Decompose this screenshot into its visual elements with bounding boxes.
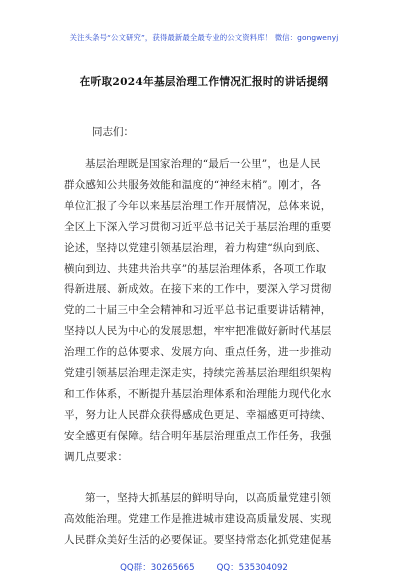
greeting: 同志们： [92, 126, 134, 138]
paragraph-line: 坚持以人民为中心的发展思想，牢牢把准做好新时代基层 [64, 325, 332, 338]
footer-contact [0, 561, 408, 573]
paragraph-line: 党的二十届三中全会精神和习近平总书记重要讲话精神， [64, 304, 332, 317]
paragraph-line: 全区上下深入学习贯彻习近平总书记关于基层治理的重要 [64, 220, 332, 233]
footer-qq: QQ：535304092 [216, 563, 288, 573]
paragraph-line: 第一，坚持大抓基层的鲜明导向，以高质量党建引领 [85, 492, 332, 504]
paragraph-line: 得新进展、新成效。在接下来的工作中，要深入学习贯彻 [64, 283, 332, 296]
paragraph-line: 人民群众美好生活的必要保证。要坚持常态化抓党建促基 [64, 533, 332, 546]
paragraph-line: 群众感知公共服务效能和温度的“神经末梢”。刚才，各 [64, 178, 322, 191]
paragraph-line: 平，努力让人民群众获得感成色更足、幸福感更可持续、 [64, 408, 332, 421]
paragraph-1 [64, 154, 350, 468]
paragraph-line: 安全感更有保障。结合明年基层治理重点工作任务，我强 [64, 429, 332, 442]
paragraph-line: 高效能治理。党建工作是推进城市建设高质量发展、实现 [64, 512, 332, 525]
paragraph-2 [64, 488, 350, 551]
header-notice: 关注头条号“公文研究”，获得最新最全最专业的公文资料库！ 微信：gongwenyj [69, 33, 339, 42]
paragraph-line: 调几点要求： [64, 450, 129, 463]
paragraph-line: 治理工作的总体要求、发展方向、重点任务，进一步推动 [64, 346, 332, 359]
paragraph-line: 论述，坚持以党建引领基层治理，着力构建“纵向到底、 [64, 241, 327, 254]
document-title: 在听取2024年基层治理工作情况汇报时的讲话提纲 [79, 76, 329, 88]
paragraph-line: 横向到边、共建共治共享”的基层治理体系，各项工作取 [64, 262, 327, 275]
paragraph-line: 单位汇报了今年以来基层治理工作开展情况，总体来说， [64, 199, 332, 212]
paragraph-line: 党建引领基层治理走深走实，持续完善基层治理组织架构 [64, 367, 332, 380]
paragraph-line: 基层治理既是国家治理的“最后一公里”，也是人民 [85, 158, 321, 170]
footer-qq-group: QQ群：30265665 [120, 563, 195, 573]
paragraph-line: 和工作体系，不断提升基层治理体系和治理能力现代化水 [64, 387, 332, 400]
